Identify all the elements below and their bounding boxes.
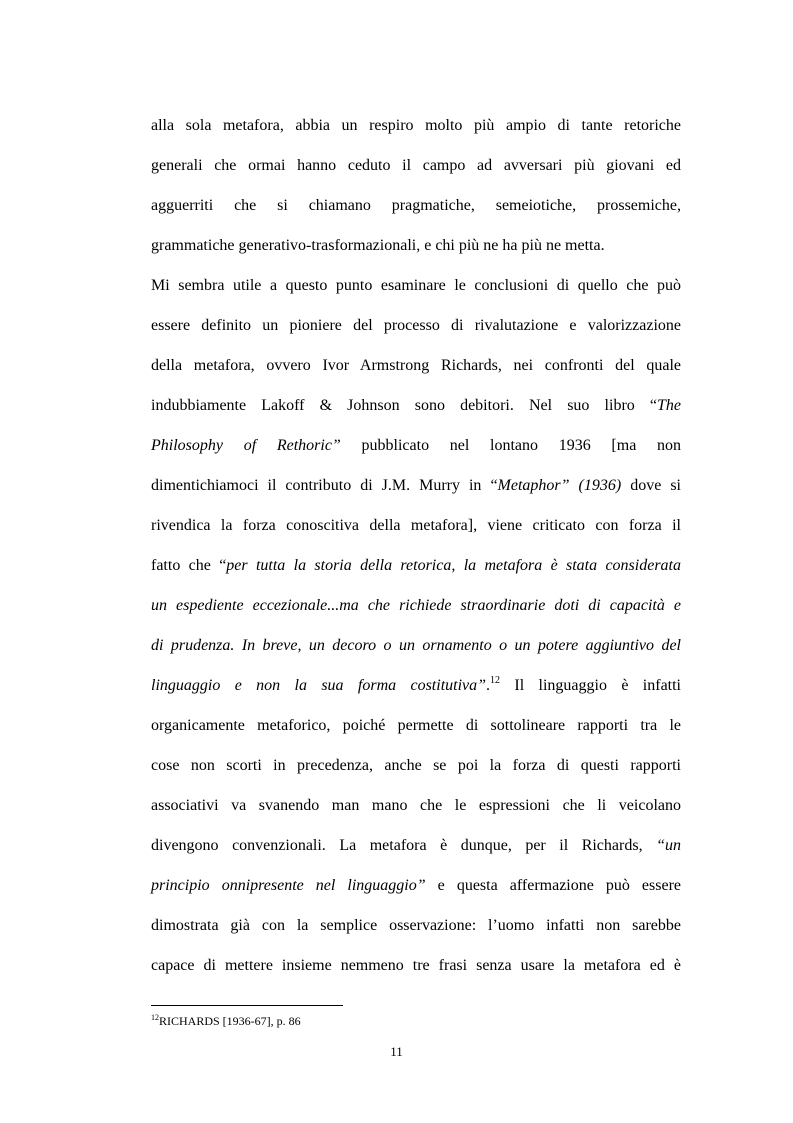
text-line: capace di mettere insieme nemmeno tre frasi senza usare la metafora ed è bbox=[151, 957, 681, 974]
text-line bbox=[151, 436, 681, 456]
footnote-text: RICHARDS [1936-67], p. 86 bbox=[159, 1014, 301, 1028]
text-line: cose non scorti in precedenza, anche se poi la forza di questi rapporti bbox=[151, 757, 681, 774]
quotation: di prudenza. In breve, un decoro o un ornamento o un potere aggiuntivo del bbox=[151, 637, 681, 654]
footnote bbox=[151, 1014, 301, 1028]
quotation: principio onnipresente nel linguaggio” bbox=[151, 877, 426, 894]
quotation: un espediente eccezionale...ma che richiede straordinarie doti di capacità e bbox=[151, 597, 681, 614]
footnote-reference: 12 bbox=[490, 675, 501, 686]
text-line bbox=[151, 476, 681, 496]
book-title: Philosophy of Rethoric” bbox=[151, 437, 341, 454]
text-span: indubbiamente Lakoff & Johnson sono debitori. Nel suo libro “ bbox=[151, 397, 657, 414]
text-line: agguerriti che si chiamano pragmatiche, semeiotiche, prossemiche, bbox=[151, 197, 681, 214]
footnote-number: 12 bbox=[151, 1013, 159, 1022]
text-span: divengono convenzionali. La metafora è dunque, per il Richards, bbox=[151, 837, 657, 854]
text-line bbox=[151, 596, 681, 616]
text-span: dimentichiamoci il contributo di J.M. Murry in “ bbox=[151, 477, 498, 494]
text-line bbox=[151, 636, 681, 656]
text-line: alla sola metafora, abbia un respiro molto più ampio di tante retoriche bbox=[151, 117, 681, 134]
text-line: Mi sembra utile a questo punto esaminare le conclusioni di quello che può bbox=[151, 277, 681, 294]
text-span: pubblicato nel lontano 1936 [ma non bbox=[340, 437, 682, 454]
text-line bbox=[151, 836, 681, 856]
text-line: essere definito un pioniere del processo di rivalutazione e valorizzazione bbox=[151, 317, 681, 334]
text-span: e questa affermazione può essere bbox=[425, 877, 682, 894]
text-line: associativi va svanendo man mano che le espressioni che li veicolano bbox=[151, 797, 681, 814]
text-line bbox=[151, 396, 681, 416]
text-line bbox=[151, 676, 681, 696]
text-span: . bbox=[486, 677, 491, 694]
footnote-separator bbox=[151, 1005, 343, 1006]
text-line bbox=[151, 876, 681, 896]
text-line: rivendica la forza conoscitiva della metafora], viene criticato con forza il bbox=[151, 517, 681, 534]
quotation: “un bbox=[656, 837, 681, 854]
text-line: organicamente metaforico, poiché permette di sottolineare rapporti tra le bbox=[151, 717, 681, 734]
text-span: Il linguaggio è infatti bbox=[500, 677, 682, 694]
book-title: Metaphor” (1936) bbox=[497, 477, 622, 494]
text-line: dimostrata già con la semplice osservazione: l’uomo infatti non sarebbe bbox=[151, 917, 681, 934]
quotation: per tutta la storia della retorica, la metafora è stata considerata bbox=[226, 557, 681, 574]
text-line: grammatiche generativo-trasformazionali, e chi più ne ha più ne metta. bbox=[151, 237, 605, 254]
text-span: fatto che “ bbox=[151, 557, 227, 574]
text-line: generali che ormai hanno ceduto il campo ad avversari più giovani ed bbox=[151, 157, 681, 174]
text-line: della metafora, ovvero Ivor Armstrong Richards, nei confronti del quale bbox=[151, 357, 681, 374]
book-title: The bbox=[657, 397, 681, 414]
text-span: dove si bbox=[621, 477, 682, 494]
quotation: linguaggio e non la sua forma costitutiva” bbox=[151, 677, 487, 694]
page-number: 11 bbox=[390, 1044, 403, 1059]
text-line bbox=[151, 556, 681, 576]
